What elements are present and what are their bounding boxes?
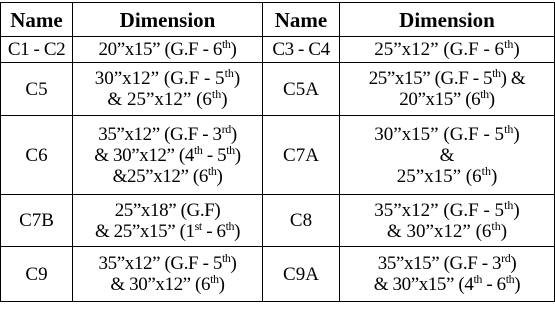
dimension-line: [340, 274, 554, 295]
dimension-line: [73, 218, 262, 242]
dimension-text: ): [513, 199, 520, 221]
column-name-cell: C3 - C4: [263, 37, 340, 63]
dimension-text: ): [513, 123, 520, 145]
dimension-text: ): [230, 253, 237, 274]
table-row: [1, 63, 555, 116]
dimension-line: [73, 121, 262, 145]
dimension-line: [340, 218, 554, 242]
dimension-text: 35”x15” (G.F - 3: [377, 253, 502, 274]
ordinal-suffix: th: [221, 251, 231, 265]
table-row: [1, 195, 555, 247]
column-name-cell: C8: [263, 195, 340, 247]
dimension-text: ): [234, 144, 241, 166]
ordinal-suffix: th: [505, 272, 515, 286]
dimension-text: 25”x18” (G.F): [114, 199, 221, 221]
dimension-text: ): [514, 274, 521, 295]
ordinal-suffix: th: [221, 37, 231, 51]
dimension-line: [73, 142, 262, 166]
ordinal-suffix: th: [481, 163, 491, 178]
dimension-cell: [73, 195, 263, 247]
column-name-cell: C9A: [263, 247, 340, 302]
column-name-cell: C5A: [263, 63, 340, 116]
dimension-line: [340, 68, 554, 89]
ordinal-suffix: th: [491, 218, 501, 233]
ordinal-suffix: th: [211, 87, 222, 101]
column-name-cell: C6: [1, 116, 73, 195]
header-dimension-right: Dimension: [340, 3, 555, 37]
ordinal-suffix: th: [492, 66, 501, 80]
dimension-text: ): [230, 39, 237, 60]
dimension-text: ): [510, 253, 517, 274]
column-name-cell: C7A: [263, 116, 340, 195]
dimension-text: 35”x12” (G.F - 5: [374, 199, 505, 221]
ordinal-suffix: th: [193, 142, 203, 157]
dimension-line: [73, 200, 262, 221]
dimension-line: [73, 163, 262, 187]
dimension-text: 30”x15” (G.F - 5: [374, 123, 505, 145]
header-name-right: Name: [263, 3, 340, 37]
dimension-text: ): [513, 39, 520, 60]
dimension-line: [340, 89, 554, 110]
dimension-text: &25”x12” (6: [112, 165, 208, 187]
ordinal-suffix: rd: [501, 251, 511, 265]
dimension-text: 20”x15” (6: [399, 89, 481, 110]
dimension-line: [340, 163, 554, 187]
dimension-cell: [73, 37, 263, 63]
dimension-cell: [73, 63, 263, 116]
ordinal-suffix: st: [194, 218, 202, 233]
dimension-text: & 30”x12” (6: [386, 220, 492, 242]
dimension-text: 20”x15” (G.F - 6: [98, 39, 222, 60]
dimension-cell: [340, 195, 555, 247]
ordinal-suffix: th: [224, 66, 234, 80]
ordinal-suffix: th: [504, 37, 514, 51]
column-name-cell: C7B: [1, 195, 73, 247]
dimension-text: 25”x15” (6: [396, 165, 482, 187]
dimension-line: [340, 197, 554, 221]
table-row: [1, 116, 555, 195]
dimension-text: & 30”x15” (4: [373, 274, 474, 295]
dimension-text: ): [221, 89, 228, 110]
dimension-line: [340, 145, 554, 166]
dimension-text: ): [490, 165, 498, 187]
dimension-cell: [340, 63, 555, 116]
table-row: [1, 37, 555, 63]
dimension-text: & 30”x12” (6: [110, 274, 211, 295]
dimension-cell: [340, 37, 555, 63]
header-name-left: Name: [1, 3, 73, 37]
dimension-line: [340, 39, 554, 60]
ordinal-suffix: th: [225, 218, 235, 233]
dimension-line: [340, 253, 554, 274]
dimension-text: 25”x15” (G.F - 5: [368, 68, 493, 89]
dimension-text: - 6: [482, 274, 506, 295]
ordinal-suffix: th: [226, 142, 235, 157]
ordinal-suffix: rd: [221, 121, 231, 136]
dimension-text: 25”x12” (G.F - 6: [374, 39, 505, 60]
dimension-cell: [340, 247, 555, 302]
table-header-row: [1, 3, 555, 37]
dimension-text: ) &: [500, 68, 526, 89]
ordinal-suffix: th: [210, 272, 219, 286]
column-name-cell: C1 - C2: [1, 37, 73, 63]
dimension-cell: [340, 116, 555, 195]
dimension-text: & 30”x12” (4: [94, 144, 194, 166]
column-dimension-table: [0, 2, 555, 302]
dimension-text: ): [218, 274, 225, 295]
dimension-text: &: [439, 144, 455, 166]
dimension-text: 30”x12” (G.F - 5: [94, 68, 225, 89]
dimension-line: [73, 253, 262, 274]
dimension-line: [73, 39, 262, 60]
dimension-text: ): [233, 68, 241, 89]
dimension-text: & 25”x12” (6: [107, 89, 212, 110]
dimension-cell: [73, 247, 263, 302]
ordinal-suffix: th: [504, 121, 514, 136]
dimension-text: - 5: [202, 144, 227, 166]
ordinal-suffix: th: [473, 272, 482, 286]
dimension-line: [340, 121, 554, 145]
table-row: [1, 247, 555, 302]
column-name-cell: C9: [1, 247, 73, 302]
ordinal-suffix: th: [480, 87, 489, 101]
ordinal-suffix: th: [207, 163, 217, 178]
dimension-text: 35”x12” (G.F - 3: [98, 123, 222, 145]
dimension-text: ): [234, 220, 241, 242]
dimension-text: & 25”x15” (1: [94, 220, 195, 242]
dimension-line: [73, 274, 262, 295]
dimension-text: ): [500, 220, 508, 242]
dimension-text: ): [488, 89, 495, 110]
header-dimension-left: Dimension: [73, 3, 263, 37]
ordinal-suffix: th: [504, 197, 514, 212]
dimension-line: [73, 68, 262, 89]
dimension-text: ): [216, 165, 223, 187]
dimension-line: [73, 89, 262, 110]
column-name-cell: C5: [1, 63, 73, 116]
dimension-text: 35”x12” (G.F - 5: [98, 253, 222, 274]
dimension-text: ): [230, 123, 237, 145]
dimension-cell: [73, 116, 263, 195]
dimension-text: - 6: [201, 220, 226, 242]
